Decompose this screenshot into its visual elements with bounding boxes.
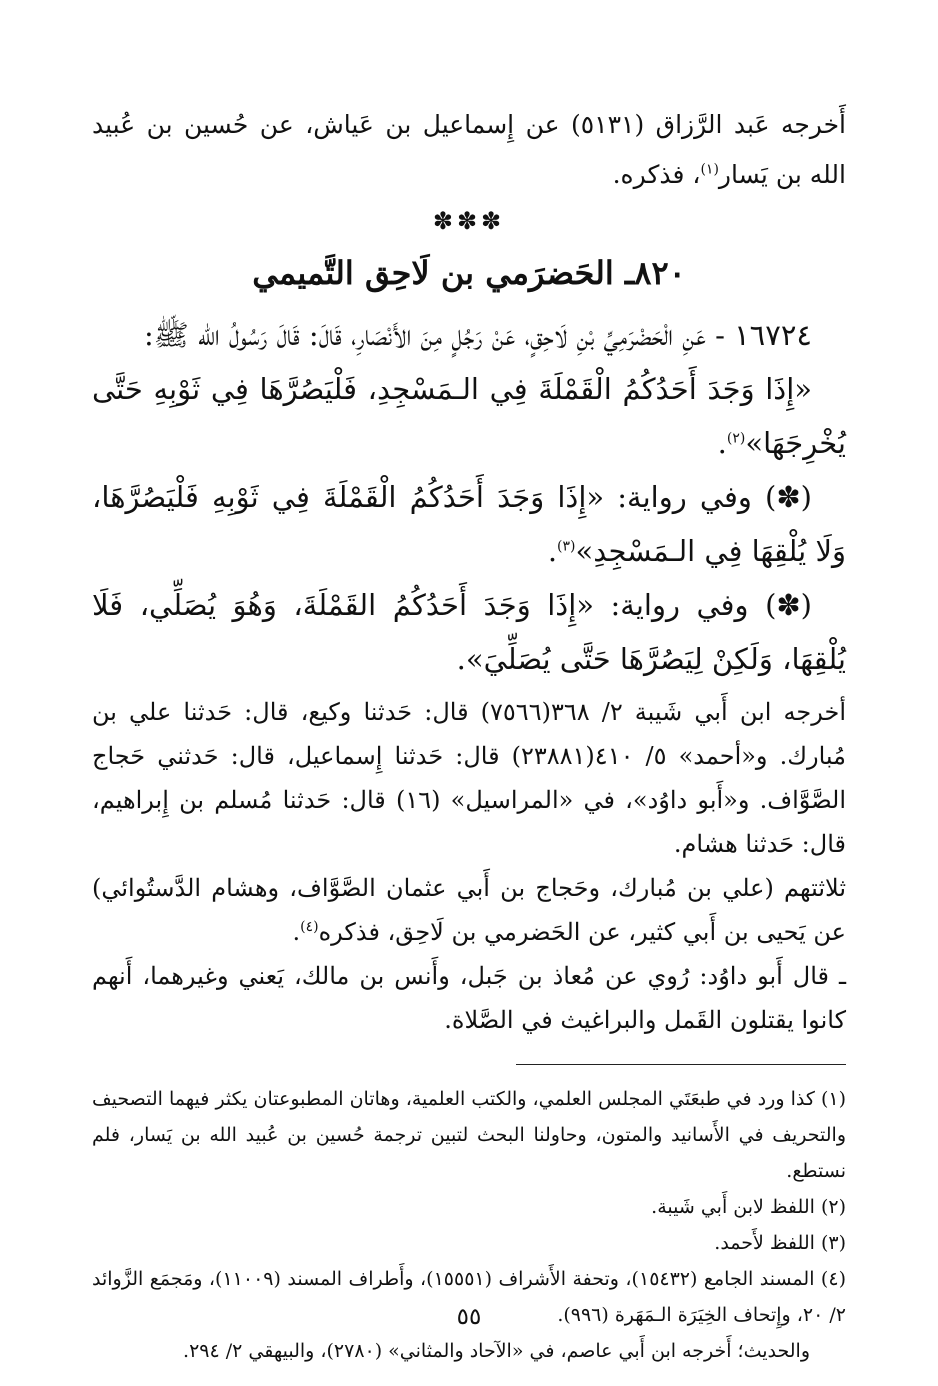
page-number: ٥٥: [456, 1304, 482, 1330]
footnote-ref-4[interactable]: (٤): [300, 919, 319, 935]
hadith-riwaya-3: (✽) وفي رواية: «إِذَا وَجَدَ أَحَدُكُمُ القَمْلَةَ، وَهُوَ يُصَلِّي، فَلَا يُلْقِهَا، وَلَكِنْ لِيَصُرَّهَا حَتَّى يُصَلِّيَ».: [92, 588, 846, 676]
footnote-4: (٤) المسند الجامع (١٥٤٣٢)، وتحفة الأَشراف (١٥٥٥١)، وأَطراف المسند (١١٠٠٩)، ومَجمَع الزَّوائد ٢/ ٢٠، وإِتحاف الخِيَرَة الـمَهَرة (٩٩٦).: [92, 1268, 846, 1326]
footnote-1: (١) كذا ورد في طبعَتَي المجلس العلمي، والكتب العلمية، وهاتان المطبوعتان يكثر فيهما التصحيف والتحريف في الأَسانيد والمتون، وحاولنا البحث لتبين ترجمة حُسين بن عُبيد الله بن يَسار، فلم نستطع.: [92, 1088, 846, 1182]
hadith-matn: «إِذَا وَجَدَ أَحَدُكُمُ الْقَمْلَةَ فِي الـمَسْجِدِ، فَلْيَصُرَّهَا فِي ثَوْبِهِ حَتَّى يُخْرِجَهَا»: [92, 372, 846, 460]
hadith-number: ١٦٧٢٤: [734, 318, 812, 352]
footnote-3: (٣) اللفظ لأَحمد.: [714, 1232, 846, 1254]
hadith-isnad: - عَنِ الْحَضْرَمِيِّ بْنِ لَاحِقٍ، عَنْ رَجُلٍ مِنَ الأَنْصَارِ، قَالَ: قَالَ رَسُولُ الله ﷺ:: [143, 318, 725, 352]
intro-text-end: ، فذكره.: [612, 160, 701, 189]
takhrij-paragraph-1: أخرجه ابن أَبي شَيبة ٢/ ٣٦٨(٧٥٦٦) قال: حَدثنا وكيع، قال: حَدثنا علي بن مُبارك. و«أحمد» ٥/ ٤١٠(٢٣٨٨١) قال: حَدثنا إِسماعيل، قال: حَدثني حَجاج الصَّوَّاف. و«أَبو داوُد»، في «المراسيل» (١٦) قال: حَدثنا مُسلم بن إِبراهيم، قال: حَدثنا هشام.: [92, 698, 846, 858]
hadith-opening: [92, 308, 846, 362]
intro-text: أَخرجه عَبد الرَّزاق (٥١٣١) عن إِسماعيل بن عَياش، عن حُسين بن عُبيد الله بن يَسار: [92, 110, 846, 189]
hadith-riwaya-2: (✽) وفي رواية: «إِذَا وَجَدَ أَحَدُكُمُ الْقَمْلَةَ فِي ثَوْبِهِ فَلْيَصُرَّهَا، وَلَا يُلْقِهَا فِي الـمَسْجِدِ»$^{(٣)}$.: [92, 480, 846, 568]
intro-paragraph: [92, 100, 846, 200]
takhrij-paragraph-2: ثلاثتهم (علي بن مُبارك، وحَجاج بن أَبي عثمان الصَّوَّاف، وهشام الدَّستُوائي) عن يَحيى بن أَبي كثير، عن الحَضرمي بن لَاحِق، فذكره$^{(٤)}$.: [92, 874, 846, 946]
footnote-ref-2[interactable]: (٢): [726, 430, 746, 447]
section-separator: ✽✽✽: [432, 207, 506, 235]
footnote-4-continuation: والحديث؛ أَخرجه ابن أَبي عاصم، في «الآحاد والمثاني» (٢٧٨٠)، والبيهقي ٢/ ٢٩٤.: [183, 1340, 810, 1362]
riwaya-2-text: (✽) وفي رواية: «إِذَا وَجَدَ أَحَدُكُمُ الْقَمْلَةَ فِي ثَوْبِهِ فَلْيَصُرَّهَا، وَلَا يُلْقِهَا فِي الـمَسْجِدِ»: [92, 480, 846, 568]
footnote-2: (٢) اللفظ لابن أَبي شَيبة.: [651, 1196, 846, 1218]
takhrij-p2-text: ثلاثتهم (علي بن مُبارك، وحَجاج بن أَبي عثمان الصَّوَّاف، وهشام الدَّستُوائي) عن يَحيى بن أَبي كثير، عن الحَضرمي بن لَاحِق، فذكره: [92, 874, 846, 946]
chapter-heading: ٨٢٠ـ الحَضرَمي بن لَاحِق التَّميمي: [252, 254, 686, 292]
takhrij-paragraph-3: ـ قال أَبو داوُد: رُوي عن مُعاذ بن جَبل، وأَنس بن مالك، يَعني وغيرهما، أَنهم كانوا يقتلون القَمل والبراغيث في الصَّلاة.: [92, 962, 846, 1034]
hadith-text: «إِذَا وَجَدَ أَحَدُكُمُ الْقَمْلَةَ فِي الـمَسْجِدِ، فَلْيَصُرَّهَا فِي ثَوْبِهِ حَتَّى يُخْرِجَهَا»$^{(٢)}$.: [92, 372, 846, 460]
footnote-ref-1[interactable]: (١): [700, 161, 719, 178]
footnote-ref-3[interactable]: (٣): [557, 538, 576, 555]
footnote-divider: [516, 1064, 846, 1065]
